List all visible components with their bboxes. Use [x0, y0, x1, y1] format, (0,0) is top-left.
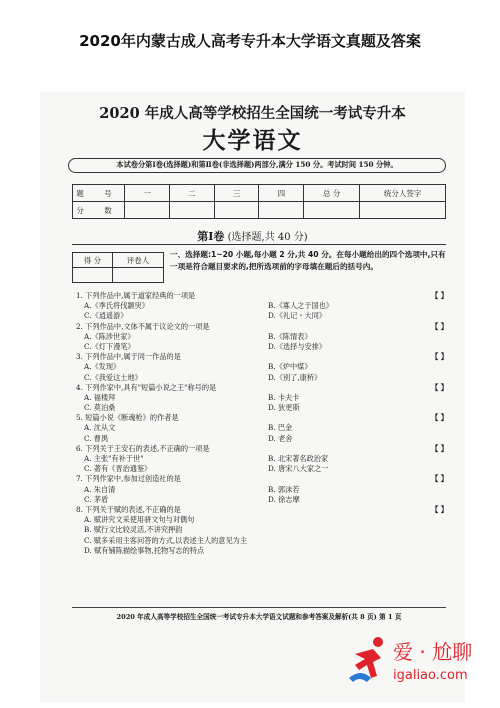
- answer-bracket: 【 】: [431, 352, 448, 362]
- option-b: B.《炉中煤》: [268, 362, 312, 372]
- page-title: 2020年内蒙古成人高考专升本大学语文真题及答案: [79, 32, 421, 50]
- score-cell: [125, 202, 170, 219]
- score-table-header-cell: 总 分: [304, 185, 360, 202]
- score-table-header-cell: 四: [259, 185, 304, 202]
- option-c: C. 茅盾: [84, 494, 109, 504]
- option-row: [76, 464, 448, 474]
- answer-bracket: 【 】: [431, 474, 448, 484]
- exam-subject: 大学语文: [202, 128, 303, 154]
- grader-score-label: 得 分: [73, 253, 113, 268]
- question-text: 6. 下列关于王安石的表述,不正确的一项是: [76, 443, 210, 453]
- option-row: [76, 301, 448, 311]
- option-row: [76, 485, 448, 495]
- score-table: [72, 184, 446, 219]
- question-stem: [76, 444, 448, 454]
- option-b: B. 郭沫若: [268, 484, 300, 494]
- question-stem: [76, 352, 448, 362]
- part1-title-sub: (选择题,共 40 分): [227, 232, 308, 243]
- option-row: [76, 332, 448, 342]
- answer-bracket: 【 】: [431, 413, 448, 423]
- score-table-header-cell: 二: [169, 185, 214, 202]
- option-a: A. 沈从文: [84, 423, 116, 433]
- option-d: D.《别了,康桥》: [268, 372, 322, 382]
- question-text: 1. 下列作品中,属于道家经典的一项是: [76, 291, 196, 300]
- score-table-score-row: [73, 202, 446, 219]
- option-a: A. 朱自清: [84, 484, 116, 494]
- option-d: D. 狄更斯: [268, 403, 300, 413]
- option-row: [76, 454, 448, 464]
- question-text: 3. 下列作品中,属于同一作品的是: [76, 352, 181, 362]
- score-cell: [259, 202, 304, 219]
- section-instruction: 一、选择题:1~20 小题,每小题 2 分,共 40 分。在每小题给出的四个选项中,只有一项是符合题目要求的,把所选项前的字母填在题后的括号内。: [170, 250, 446, 271]
- score-table-header-cell: 一: [125, 185, 170, 202]
- option-a: A.《发现》: [84, 362, 121, 372]
- option-d: D. 唐宋八大家之一: [268, 464, 329, 474]
- question-list: [76, 291, 448, 556]
- option-d: D. 赋有铺陈描绘事物,托物写志的特点: [84, 545, 205, 555]
- question-stem: [76, 505, 448, 515]
- grader-name-label: 评卷人: [112, 253, 163, 268]
- option-a: A.《季氏将伐颛臾》: [84, 301, 149, 311]
- exam-title: 2020 年成人高等学校招生全国统一考试专升本: [99, 105, 406, 122]
- part1-title: [40, 228, 465, 244]
- grader-name-cell: [112, 268, 163, 283]
- score-table-header-cell: 统分人签字: [360, 185, 446, 202]
- option-b: B.《寡人之于国也》: [268, 301, 334, 311]
- score-table-header-cell: 题 号: [73, 185, 125, 202]
- question-text: 4. 下列作家中,具有"短篇小说之王"称号的是: [76, 382, 217, 392]
- score-table-header-row: [73, 185, 446, 202]
- option-b: B. 巴金: [268, 423, 293, 433]
- option-row: [76, 434, 448, 444]
- watermark-brand: 爱 · 尬聊: [393, 640, 473, 664]
- answer-bracket: 【 】: [431, 291, 448, 300]
- score-cell: [214, 202, 259, 219]
- option-c: C. 曹禺: [84, 433, 109, 443]
- option-d: D.《礼记・大同》: [268, 311, 327, 321]
- answer-bracket: 【 】: [431, 321, 448, 331]
- option-b: B. 北宋著名政治家: [268, 454, 329, 463]
- watermark: [345, 632, 495, 692]
- option-a: A. 福楼拜: [84, 392, 116, 402]
- question-stem: [76, 322, 448, 332]
- option-row: [76, 423, 448, 433]
- option-a: A. 赋讲究文采使用骈文句与对偶句: [84, 515, 195, 525]
- question-stem: [76, 383, 448, 393]
- page-footer: 2020 年成人高等学校招生全国统一考试专升本大学语文试题和参考答案及解析(共 8 页) 第 1 页: [72, 607, 446, 621]
- score-cell: [304, 202, 360, 219]
- question-stem: [76, 474, 448, 484]
- option-row: [76, 393, 448, 403]
- answer-bracket: 【 】: [431, 504, 448, 514]
- runner-logo-icon: [345, 634, 393, 686]
- watermark-url: igaliao.com: [393, 668, 468, 683]
- grader-score-cell: [73, 268, 113, 283]
- question-text: 8. 下列关于赋的表述,不正确的是: [76, 504, 181, 514]
- grader-box: [72, 252, 164, 283]
- part1-title-main: 第Ⅰ卷: [197, 230, 225, 243]
- question-stem: [76, 413, 448, 423]
- option-row: [76, 495, 448, 505]
- score-cell: [360, 202, 446, 219]
- part1-divider: [72, 244, 446, 245]
- option-a: A.《陈涉世家》: [84, 331, 135, 341]
- answer-bracket: 【 】: [431, 382, 448, 392]
- score-table-header-cell: 三: [214, 185, 259, 202]
- answer-bracket: 【 】: [431, 443, 448, 453]
- option-c: C. 著有《晋治通鉴》: [84, 464, 152, 474]
- option-d: D.《选择与安排》: [268, 341, 327, 351]
- option-d: D. 老舍: [268, 433, 293, 443]
- option-c: C.《我爱这土地》: [84, 372, 142, 382]
- question-stem: [76, 291, 448, 301]
- option-c: C.《逍遥游》: [84, 311, 128, 321]
- question-text: 5. 短篇小说《断魂枪》的作者是: [76, 413, 179, 423]
- option-row: [76, 311, 448, 321]
- option-row: [76, 373, 448, 383]
- option-row: [76, 362, 448, 372]
- option-b: B. 卡夫卡: [268, 392, 300, 402]
- score-cell: [169, 202, 214, 219]
- option-b: B. 赋行文比较灵活,不讲究押韵: [84, 525, 183, 535]
- option-a: A. 主张"有补于世": [84, 454, 144, 463]
- question-text: 7. 下列作家中,参加过创造社的是: [76, 474, 181, 484]
- score-row-label: 分 数: [73, 202, 125, 219]
- question-text: 2. 下列作品中,文体不属于议论文的一项是: [76, 321, 210, 331]
- option-row: [76, 342, 448, 352]
- option-row: [76, 403, 448, 413]
- option-d: D. 徐志摩: [268, 494, 300, 504]
- exam-notice: 本试卷分第Ⅰ卷(选择题)和第Ⅱ卷(非选择题)两部分,满分 150 分。考试时间 150 分钟。: [68, 158, 446, 173]
- option-c: C. 莫泊桑: [84, 403, 116, 413]
- option-c: C.《灯下漫笔》: [84, 341, 135, 351]
- option-c: C. 赋多采用主客问答的方式,以表述主人的意见为主: [84, 535, 248, 545]
- option-b: B.《陈情表》: [268, 331, 312, 341]
